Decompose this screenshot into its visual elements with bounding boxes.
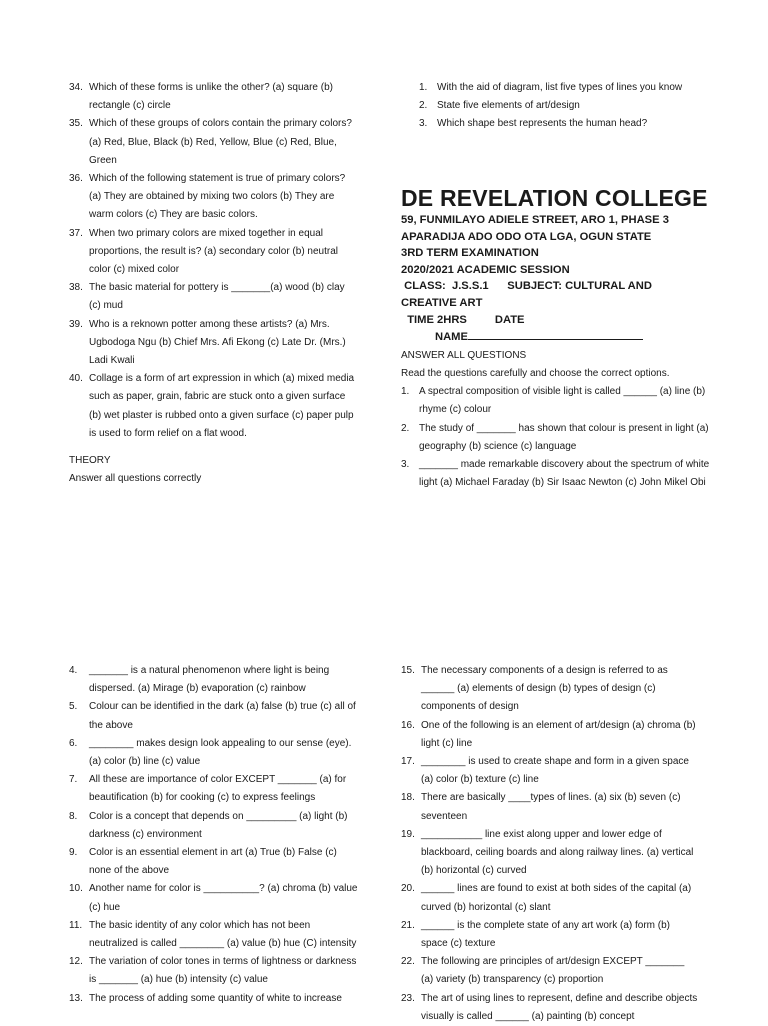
question-item — [69, 880, 361, 916]
question-item — [69, 735, 361, 771]
academic-session: 2020/2021 ACADEMIC SESSION — [401, 263, 570, 276]
question-text: Collage is a form of art expression in which (a) mixed media such as paper, grain, fabric are stuck onto a given surface (b) wet plaster is rubbed onto a given surface (c) paper pulp is used to form relief on a flat wood. — [89, 373, 355, 439]
bottom-left-column — [69, 662, 361, 1008]
question-item — [401, 826, 699, 881]
question-number: 36. — [69, 173, 83, 185]
question-number: 4. — [69, 665, 78, 676]
question-item — [69, 316, 359, 371]
question-item — [401, 753, 699, 789]
question-number: 13. — [69, 992, 83, 1004]
question-number: 18. — [401, 792, 415, 804]
question-number: 8. — [69, 810, 78, 822]
question-text: Which of these groups of colors contain the primary colors? (a) Red, Blue, Black (b) Red, Yellow, Blue (c) Red, Blue, Green — [89, 118, 352, 166]
question-text: Which shape best represents the human head? — [437, 118, 648, 130]
question-number: 23. — [401, 992, 415, 1004]
question-text: There are basically ____types of lines. (a) six (b) seven (c) seventeen — [421, 792, 681, 822]
question-text: A spectral composition of visible light is called ______ (a) line (b) rhyme (c) colour — [419, 386, 706, 416]
question-text: ________ is used to create shape and form in a given space (a) color (b) texture (c) line — [421, 756, 689, 786]
question-item — [401, 662, 699, 717]
question-number: 35. — [69, 118, 83, 130]
time-date-line: TIME 2HRS DATE — [401, 313, 525, 326]
question-item — [69, 662, 361, 698]
name-blank — [468, 328, 643, 340]
question-text: All these are importance of color EXCEPT _______ (a) for beautification (b) for cooking (c) to express feelings — [89, 774, 347, 804]
question-text: Colour can be identified in the dark (a) false (b) true (c) all of the above — [89, 701, 356, 731]
bottom-right-column — [401, 662, 699, 1026]
question-item — [401, 953, 699, 989]
question-item — [69, 170, 359, 225]
question-number: 22. — [401, 956, 415, 968]
question-number: 1. — [401, 386, 410, 398]
question-text: The art of using lines to represent, define and describe objects visually is called ______ (a) painting (b) concept — [421, 992, 698, 1022]
top-right-column — [419, 79, 711, 134]
class-subject-line-1: CLASS: J.S.S.1 SUBJECT: CULTURAL AND — [401, 280, 652, 293]
question-item — [69, 370, 359, 443]
theory-question-list — [419, 79, 711, 134]
question-number: 20. — [401, 883, 415, 895]
question-text: One of the following is an element of art/design (a) chroma (b) light (c) line — [421, 719, 696, 749]
theory-instruction: Answer all questions correctly — [69, 473, 202, 485]
question-text: _______ made remarkable discovery about the spectrum of white light (a) Michael Faraday (b) Sir Isaac Newton (c) John Mikel Obi — [419, 458, 710, 489]
question-number: 15. — [401, 665, 415, 676]
question-number: 37. — [69, 227, 83, 239]
question-item — [401, 456, 721, 492]
theory-question-item — [419, 115, 711, 133]
question-number: 2. — [419, 100, 428, 112]
question-number: 6. — [69, 737, 78, 749]
question-text: State five elements of art/design — [437, 100, 580, 112]
question-text: The basic material for pottery is _______(a) wood (b) clay (c) mud — [89, 282, 345, 312]
exam-title: 3RD TERM EXAMINATION — [401, 247, 539, 260]
question-number: 3. — [401, 458, 410, 470]
school-name: DE REVELATION COLLEGE — [401, 185, 708, 211]
question-item — [401, 880, 699, 916]
question-number: 19. — [401, 828, 415, 840]
question-text: ______ lines are found to exist at both sides of the capital (a) curved (b) horizontal (c) slant — [421, 883, 692, 913]
instruction-text: Read the questions carefully and choose the correct options. — [401, 367, 670, 379]
question-list-15-23 — [401, 662, 699, 1026]
question-text: When two primary colors are mixed together in equal proportions, the result is? (a) secondary color (b) neutral color (c) mixed color — [89, 227, 339, 276]
question-number: 34. — [69, 82, 83, 93]
question-number: 16. — [401, 719, 415, 731]
question-text: Who is a reknown potter among these artists? (a) Mrs. Ugbodoga Ngu (b) Chief Mrs. Afi Ekong (c) Late Dr. (Mrs.) Ladi Kwali — [89, 318, 346, 367]
question-item — [401, 383, 721, 419]
question-item — [69, 808, 361, 844]
question-number: 5. — [69, 701, 78, 713]
question-item — [401, 917, 699, 953]
question-item — [69, 225, 359, 280]
question-text: Another name for color is __________? (a) chroma (b) value (c) hue — [89, 883, 358, 913]
question-number: 38. — [69, 282, 83, 294]
question-number: 17. — [401, 756, 415, 768]
question-number: 7. — [69, 774, 78, 786]
question-text: ___________ line exist along upper and lower edge of blackboard, ceiling boards and along railway lines. (a) vertical (b) horizontal (c) curved — [421, 828, 694, 877]
question-item — [69, 990, 361, 1008]
question-text: ________ makes design look appealing to our sense (eye). (a) color (b) line (c) value — [89, 737, 352, 768]
question-text: Which of the following statement is true of primary colors? (a) They are obtained by mixing two colors (b) They are warm colors (c) They are basic colors. — [89, 173, 346, 221]
question-number: 40. — [69, 373, 83, 385]
question-item — [69, 844, 361, 880]
question-text: Which of these forms is unlike the other? (a) square (b) rectangle (c) circle — [89, 82, 333, 112]
instruction-heading: ANSWER ALL QUESTIONS — [401, 349, 527, 361]
question-item — [69, 698, 361, 734]
question-text: Color is an essential element in art (a) True (b) False (c) none of the above — [89, 847, 337, 877]
question-number: 11. — [69, 919, 83, 931]
question-item — [401, 717, 699, 753]
address-line-2: APARADIJA ADO ODO OTA LGA, OGUN STATE — [401, 230, 652, 243]
question-item — [401, 990, 699, 1026]
theory-question-item — [419, 79, 711, 97]
address-line-1: 59, FUNMILAYO ADIELE STREET, ARO 1, PHASE 3 — [401, 214, 669, 226]
question-number: 21. — [401, 919, 415, 931]
question-text: The process of adding some quantity of white to increase — [89, 992, 342, 1004]
question-item — [69, 79, 359, 115]
question-number: 1. — [419, 82, 428, 93]
name-line — [401, 328, 721, 346]
question-number: 3. — [419, 118, 428, 130]
question-item — [69, 917, 361, 953]
question-text: With the aid of diagram, list five types of lines you know — [437, 82, 683, 93]
question-text: _______ is a natural phenomenon where light is being dispersed. (a) Mirage (b) evaporation (c) rainbow — [89, 665, 330, 695]
theory-heading: THEORY — [69, 455, 111, 467]
question-item — [69, 279, 359, 315]
question-item — [401, 420, 721, 456]
question-text: The study of _______ has shown that colour is present in light (a) geography (b) science (c) language — [419, 422, 709, 452]
question-text: ______ is the complete state of any art work (a) form (b) space (c) texture — [421, 919, 670, 950]
question-list-34-40 — [69, 79, 359, 443]
question-number: 2. — [401, 422, 410, 434]
question-text: The variation of color tones in terms of lightness or darkness is _______ (a) hue (b) intensity (c) value — [89, 956, 357, 986]
exam-header — [401, 184, 721, 492]
question-list-1-3 — [401, 383, 721, 492]
question-number: 9. — [69, 847, 78, 859]
question-text: Color is a concept that depends on _________ (a) light (b) darkness (c) environment — [89, 810, 348, 840]
question-item — [69, 771, 361, 807]
question-text: The necessary components of a design is referred to as ______ (a) elements of design (b) types of design (c) components of design — [421, 665, 668, 713]
class-subject-line-2: CREATIVE ART — [401, 296, 483, 309]
name-label: NAME — [435, 331, 468, 344]
question-item — [401, 789, 699, 825]
question-text: The basic identity of any color which has not been neutralized is called ________ (a) value (b) hue (C) intensity — [89, 919, 357, 950]
question-number: 12. — [69, 956, 83, 968]
question-text: The following are principles of art/design EXCEPT _______ (a) variety (b) transparency (c) proportion — [421, 956, 685, 986]
top-left-column — [69, 79, 359, 488]
question-item — [69, 115, 359, 170]
question-number: 10. — [69, 883, 83, 895]
question-item — [69, 953, 361, 989]
theory-question-item — [419, 97, 711, 115]
question-list-4-13 — [69, 662, 361, 1008]
question-number: 39. — [69, 318, 83, 330]
